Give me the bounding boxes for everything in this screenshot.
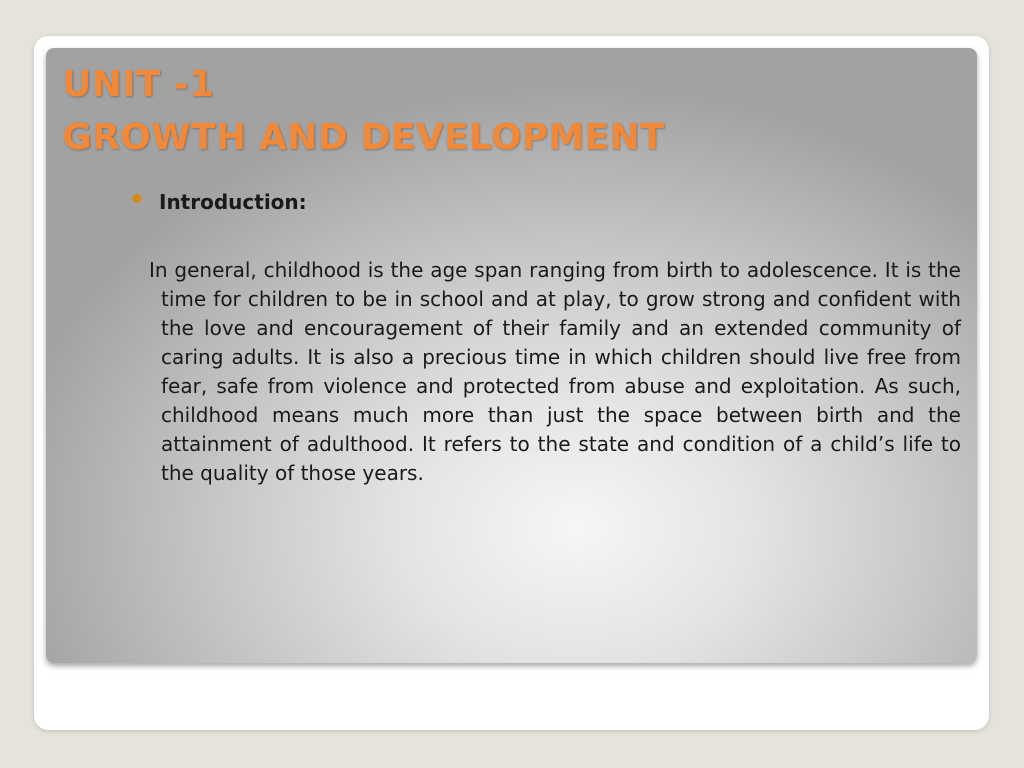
title-line-unit: UNIT -1 (62, 64, 214, 105)
bullet-item (132, 190, 307, 214)
slide-title (62, 58, 664, 164)
bullet-heading: Introduction: (159, 190, 307, 214)
bullet-dot-icon (132, 194, 141, 203)
slide-content-panel (46, 48, 977, 663)
body-paragraph: In general, childhood is the age span ranging from birth to adolescence. It is the time for children to be in school and at play, to grow strong and confident with the love and encouragement of their family and an extended community of caring adults. It is also a precious time in which children should live free from fear, safe from violence and protected from abuse and exploitation. As such, childhood means much more than just the space between birth and the attainment of adulthood. It refers to the state and condition of a child’s life to the quality of those years. (149, 258, 961, 485)
title-line-topic: GROWTH AND DEVELOPMENT (62, 117, 665, 158)
